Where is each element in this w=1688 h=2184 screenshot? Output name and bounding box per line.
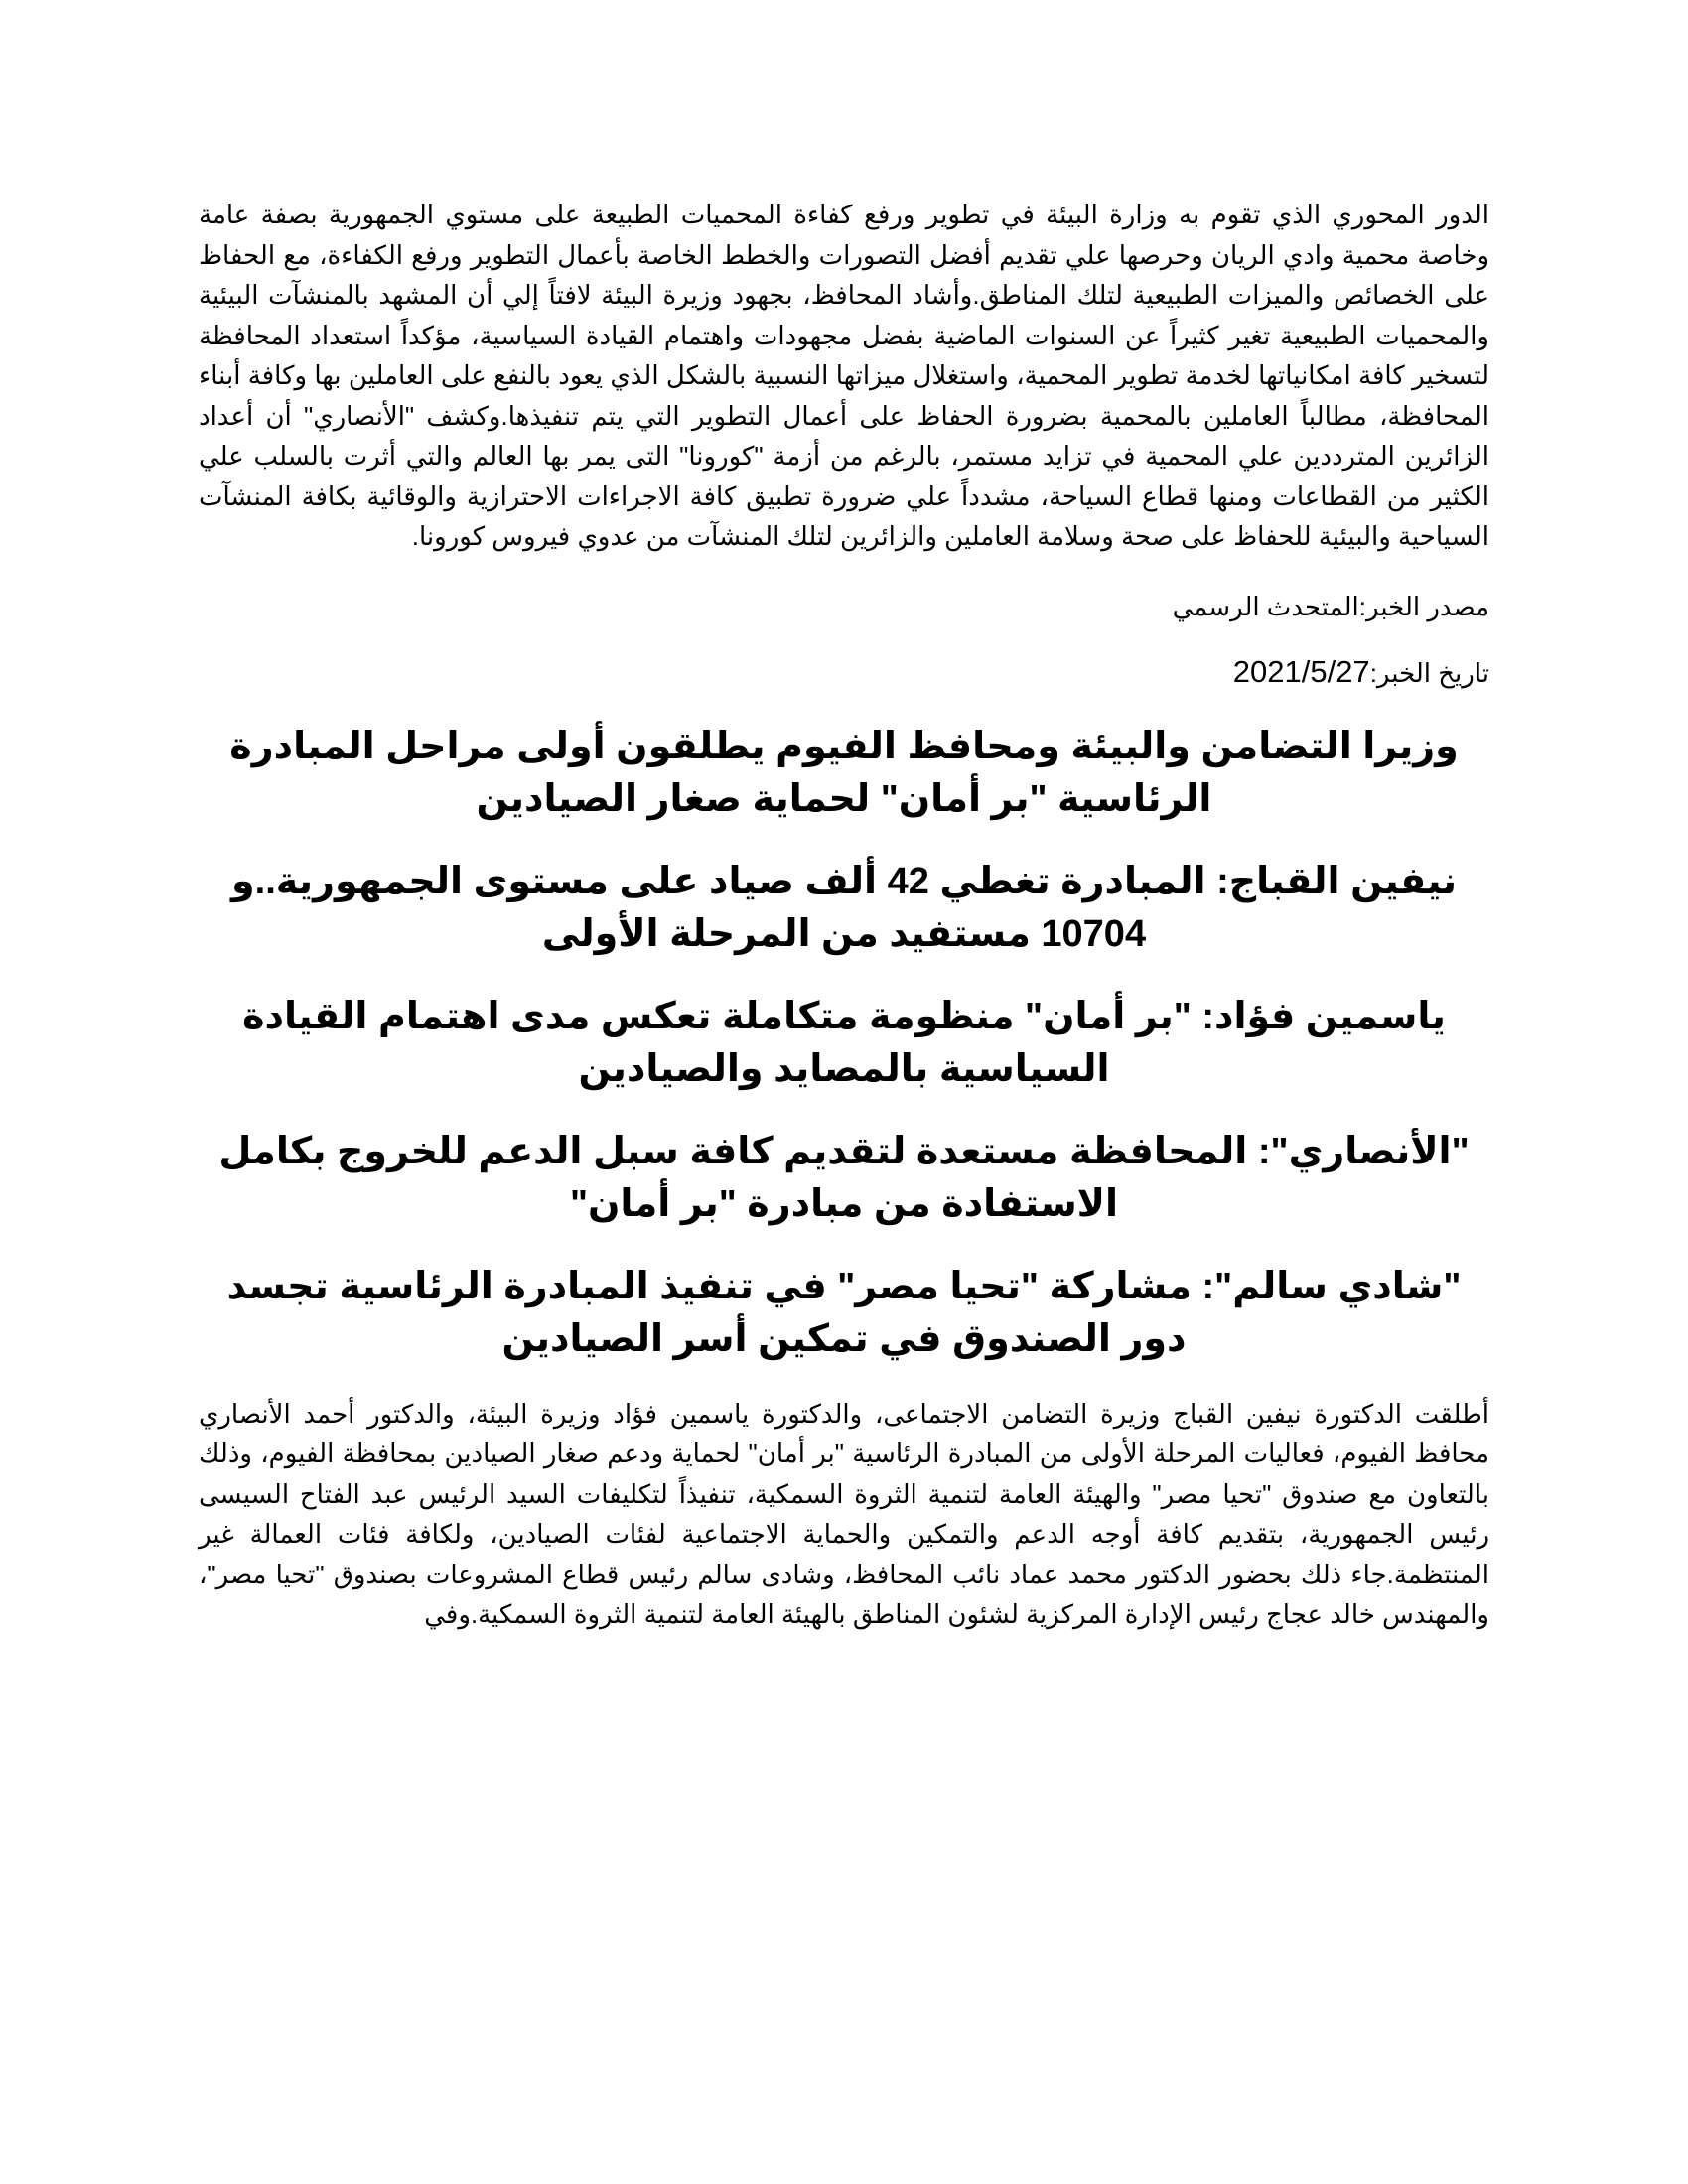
news-date-value: 2021/5/27 xyxy=(1232,653,1370,689)
document-page xyxy=(199,195,1489,1635)
headline-fouad: ياسمين فؤاد: "بر أمان" منظومة متكاملة تعكس مدى اهتمام القيادة السياسية بالمصايد والصيادين xyxy=(242,995,1446,1090)
headline-shady-salem: "شادي سالم": مشاركة "تحيا مصر" في تنفيذ المبادرة الرئاسية تجسد دور الصندوق في تمكين أسر الصيادين xyxy=(226,1265,1462,1360)
news-source-label: مصدر الخبر: xyxy=(1358,591,1489,621)
headline-main: وزيرا التضامن والبيئة ومحافظ الفيوم يطلقون أولى مراحل المبادرة الرئاسية "بر أمان" لحماية صغار الصيادين xyxy=(229,725,1459,820)
news-date xyxy=(199,652,1489,693)
body-paragraph: أطلقت الدكتورة نيفين القباج وزيرة التضامن الاجتماعى، والدكتورة ياسمين فؤاد وزيرة البيئة، والدكتور أحمد الأنصاري محافظ الفيوم، فعاليات المرحلة الأولى من المبادرة الرئاسية "بر أمان" لحماية ودعم صغار الصيادين بمحافظة الفيوم، وذلك بالتعاون مع صندوق "تحيا مصر" والهيئة العامة لتنمية الثروة السمكية، تنفيذاً لتكليفات السيد الرئيس عبد الفتاح السيسى رئيس الجمهورية، بتقديم كافة أوجه الدعم والتمكين والحماية الاجتماعية لفئات الصيادين، ولكافة فئات العمالة غير المنتظمة.جاء ذلك بحضور الدكتور محمد عماد نائب المحافظ، وشادى سالم رئيس قطاع المشروعات بصندوق "تحيا مصر"، والمهندس خالد عجاج رئيس الإدارة المركزية لشئون المناطق بالهيئة العامة لتنمية الثروة السمكية.وفي xyxy=(199,1398,1489,1629)
headline-ansari: "الأنصاري": المحافظة مستعدة لتقديم كافة سبل الدعم للخروج بكامل الاستفادة من مبادرة "بر أمان" xyxy=(218,1130,1470,1225)
news-source-value: المتحدث الرسمي xyxy=(1172,591,1359,621)
intro-paragraph: الدور المحوري الذي تقوم به وزارة البيئة في تطوير ورفع كفاءة المحميات الطبيعة على مستوي الجمهورية بصفة عامة وخاصة محمية وادي الريان وحرصها علي تقديم أفضل التصورات والخطط الخاصة بأعمال التطوير ورفع الكفاءة، مع الحفاظ على الخصائص والميزات الطبيعية لتلك المناطق.وأشاد المحافظ، بجهود وزيرة البيئة لافتاً إلي أن المشهد بالمنشآت البيئية والمحميات الطبيعية تغير كثيراً عن السنوات الماضية بفضل مجهودات واهتمام القيادة السياسية، مؤكداً استعداد المحافظة لتسخير كافة امكانياتها لخدمة تطوير المحمية، واستغلال ميزاتها النسبية بالشكل الذي يعود بالنفع على العاملين بها وكافة أبناء المحافظة، مطالباً العاملين بالمحمية بضرورة الحفاظ على أعمال التطوير التي يتم تنفيذها.وكشف "الأنصاري" أن أعداد الزائرين المترددين علي المحمية في تزايد مستمر، بالرغم من أزمة "كورونا" التى يمر بها العالم والتي أثرت بالسلب علي الكثير من القطاعات ومنها قطاع السياحة، مشدداً علي ضرورة تطبيق كافة الاجراءات الاحترازية والوقائية بكافة المنشآت السياحية والبيئية للحفاظ على صحة وسلامة العاملين والزائرين لتلك المنشآت من عدوي فيروس كورونا. xyxy=(199,200,1490,551)
news-date-label: تاريخ الخبر: xyxy=(1369,657,1489,688)
news-source xyxy=(199,587,1489,626)
headline-qabbaj: نيفين القباج: المبادرة تغطي 42 ألف صياد على مستوى الجمهورية..و 10704 مستفيد من المرحلة الأولى xyxy=(231,860,1457,955)
